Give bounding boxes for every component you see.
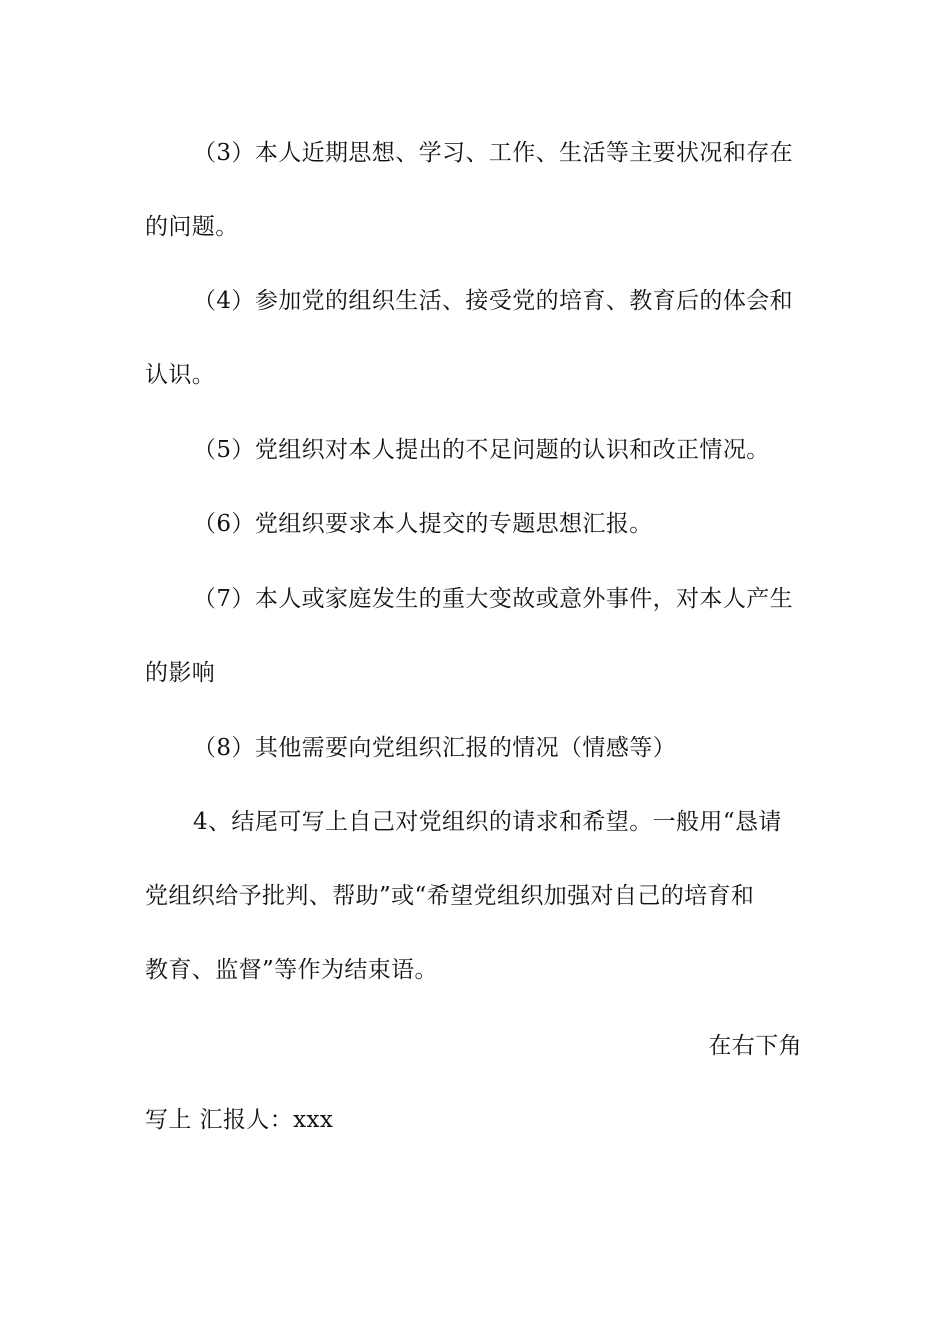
item-3-line-2: 的问题。	[145, 214, 239, 240]
item-4-line-1: （4）参加党的组织生活、接受党的培育、教育后的体会和	[193, 288, 794, 314]
item-7-line-1: （7）本人或家庭发生的重大变故或意外事件，对本人产生	[193, 586, 794, 612]
item-5-line: （5）党组织对本人提出的不足问题的认识和改正情况。	[193, 437, 770, 463]
bottom-right-note: 在右下角	[708, 1033, 802, 1059]
item-4-line-2: 认识。	[145, 362, 216, 388]
item-8-line: （8）其他需要向党组织汇报的情况（情感等）	[193, 735, 677, 761]
closing-paragraph-line-2: 党组织给予批判、帮助”或“希望党组织加强对自己的培育和	[145, 883, 755, 909]
closing-paragraph-line-3: 教育、监督”等作为结束语。	[145, 957, 438, 983]
item-7-line-2: 的影响	[145, 660, 216, 686]
closing-paragraph-line-1: 4、结尾可写上自己对党组织的请求和希望。一般用“恳请	[193, 809, 782, 835]
item-6-line: （6）党组织要求本人提交的专题思想汇报。	[193, 511, 653, 537]
reporter-signature-line: 写上 汇报人：xxx	[145, 1107, 334, 1133]
item-3-line-1: （3）本人近期思想、学习、工作、生活等主要状况和存在	[193, 140, 794, 166]
